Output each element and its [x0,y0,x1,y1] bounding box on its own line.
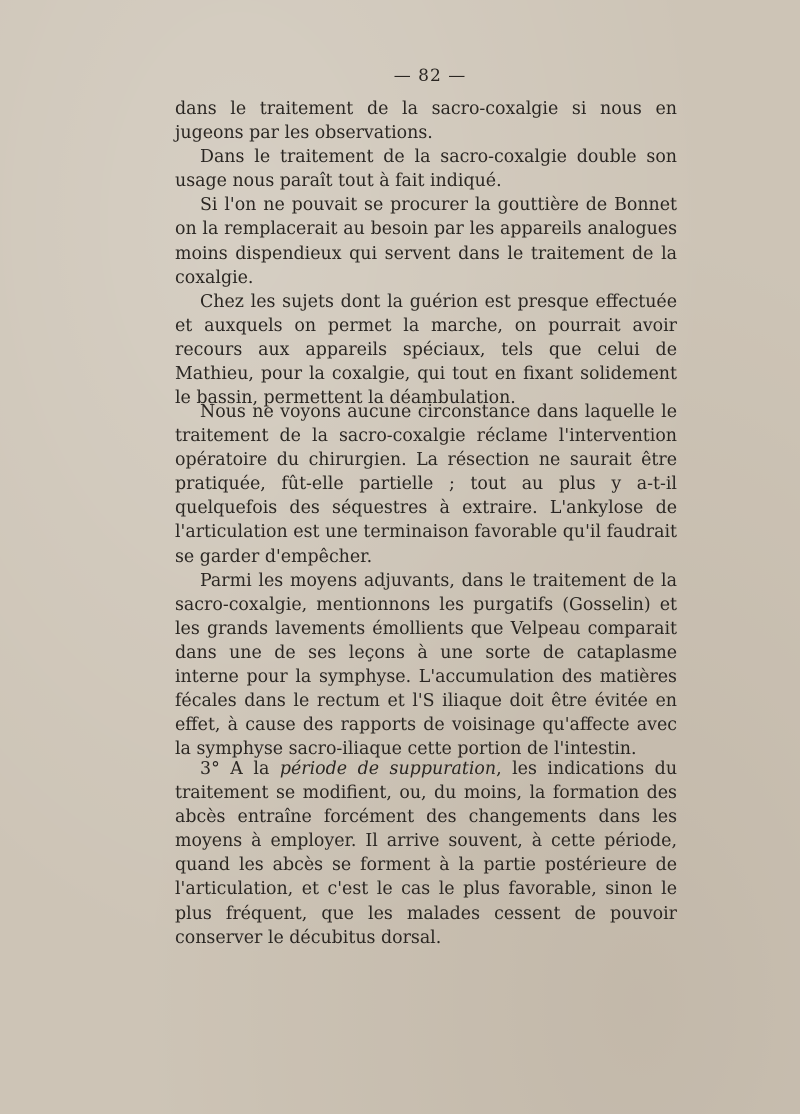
section-emphasis: période de suppuration [279,759,497,779]
paragraph-appareils-speciaux: Chez les sujets dont la guérion est presque effectuée et auxquels on permet la marche, on pourrait avoir recours aux appareils spéciaux, tels que celui de Mathieu, pour la coxalgie, qui tout en fixant solidement le bassin, permettent la déambulation. [175,291,677,409]
section-lead: 3° A la [200,759,270,779]
paragraph-intervention-operatoire: Nous ne voyons aucune circonstance dans laquelle le traitement de la sacro-coxalgie réclame l'intervention opératoire du chirurgien. La résection ne saurait être pratiquée, fût-elle partielle ; tout au plus y a-t-il quelquefois des séquestres à extraire. L'ankylose de l'articulation est une terminaison favorable qu'il faudrait se garder d'empêcher. [175,402,677,567]
text-block-bottom [175,757,677,950]
paragraph-gouttiere-bonnet: Si l'on ne pouvait se procurer la gouttière de Bonnet on la remplacerait au besoin par les appareils analogues moins dispendieux qui servent dans le traitement de la coxalgie. [175,195,677,288]
page-number: — 82 — [393,66,467,86]
paragraph-moyens-adjuvants: Parmi les moyens adjuvants, dans le traitement de la sacro-coxalgie, mentionnons les purgatifs (Gosselin) et les grands lavements émollients que Velpeau comparait dans une de ses leçons à une sorte de cataplasme interne pour la symphyse. L'accumulation des matières fécales dans le rectum et l'S iliaque doit être évitée en effet, à cause des rapports de voisinage qu'affecte avec la symphyse sacro-iliaque cette portion de l'intestin. [175,570,677,760]
text-block-top [175,97,677,410]
text-block-middle [175,400,677,761]
paragraph-periode-suppuration [175,757,677,950]
paragraph-double-sacro-coxalgie: Dans le traitement de la sacro-coxalgie double son usage nous paraît tout à fait indiqué. [175,147,677,192]
section-rest: , les indications du traitement se modifient, ou, du moins, la formation des abcès entraîne forcément des changements dans les moyens à employer. Il arrive souvent, à cette période, quand les abcès se forment à la partie postérieure de l'articulation, et c'est le cas le plus favorable, sinon le plus fréquent, que les malades cessent de pouvoir conserver le décubitus dorsal. [175,759,678,948]
paragraph-continuation: dans le traitement de la sacro-coxalgie si nous en jugeons par les observations. [175,99,677,144]
